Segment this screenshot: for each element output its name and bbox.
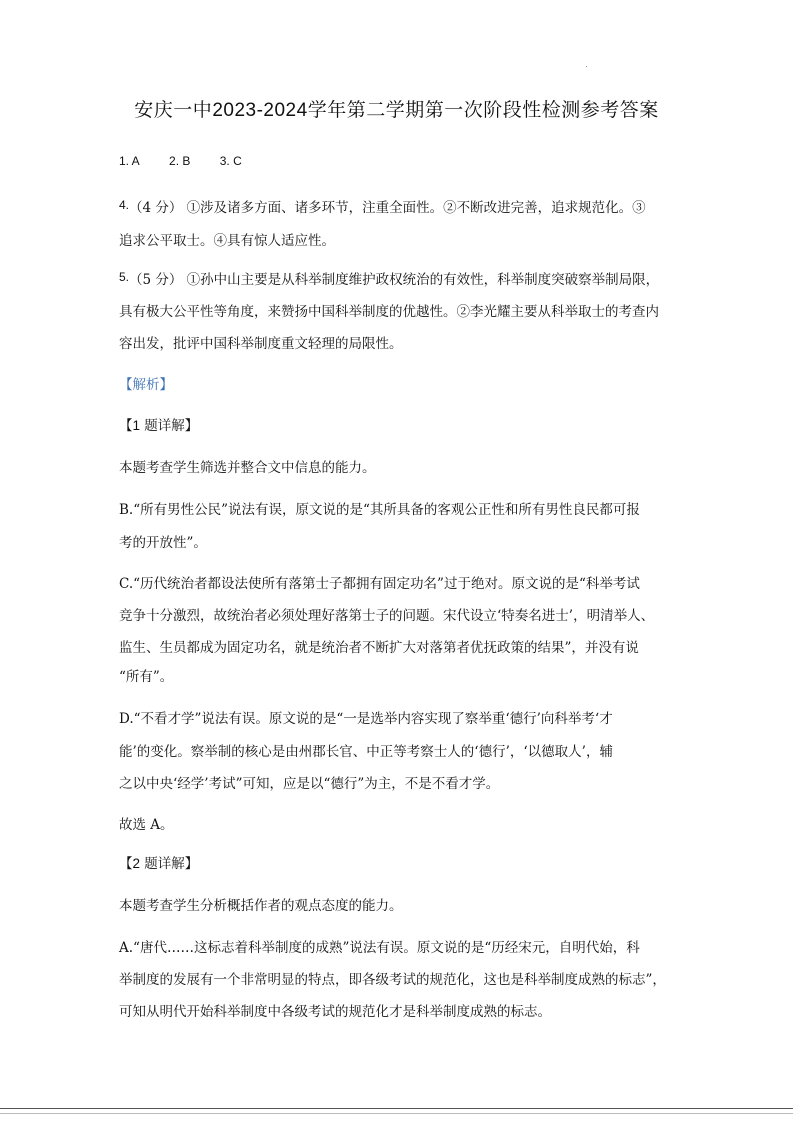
detail-1-close: 题详解】 — [140, 418, 199, 434]
detail-1-c-line-3: 监生、生员都成为固定功名，就是统治者不断扩大对落第者优抚政策的结果”，并没有说 — [119, 640, 639, 656]
detail-2-a-line-2: 举制度的发展有一个非常明显的特点，即各级考试的规范化，这也是科举制度成熟的标志”， — [119, 972, 666, 988]
detail-1-c-line-1: C.“历代统治者都设法使所有落第士子都拥有固定功名”过于绝对。原文说的是“科举考试 — [119, 576, 640, 592]
title-year: 2023-2024 — [212, 100, 308, 121]
detail-1-d-line-2: 能’的变化。察举制的核心是由州郡长官、中正等考察士人的‘德行’，‘以德取人’，辅 — [119, 744, 613, 760]
q5-number: 5. — [119, 270, 130, 284]
detail-2-close: 题详解】 — [140, 856, 199, 872]
title-suffix: 学年第二学期第一次阶段性检测参考答案 — [307, 99, 659, 121]
title-prefix: 安庆一中 — [134, 99, 213, 121]
q4-line-1 — [119, 196, 646, 216]
q5-text-1: （5 分） ①孙中山主要是从科举制度维护政权统治的有效性，科举制度突破察举制局限， — [129, 272, 660, 288]
detail-2-a-line-3: 可知从明代开始科举制度中各级考试的规范化才是科举制度成熟的标志。 — [119, 1004, 551, 1020]
detail-1-b-line-2: 考的开放性”。 — [119, 535, 207, 551]
detail-1-b-line-1: B.“所有男性公民”说法有误，原文说的是“其所具备的客观公正性和所有男性良民都可报 — [119, 502, 640, 518]
choice-answer-3: 3. C — [219, 154, 242, 168]
detail-1-intro: 本题考查学生筛选并整合文中信息的能力。 — [119, 460, 376, 476]
q4-number: 4. — [119, 198, 130, 212]
page-title — [0, 95, 793, 122]
choice-answer-2: 2. B — [169, 154, 191, 168]
detail-1-c-line-4: “所有”。 — [119, 669, 174, 685]
page-bottom-rule-secondary — [0, 1113, 793, 1114]
stray-dot — [586, 66, 587, 67]
detail-2-intro: 本题考查学生分析概括作者的观点态度的能力。 — [119, 898, 403, 914]
detail-1-d-line-3: 之以中央‘经学’考试”可知，应是以“德行”为主，不是不看才学。 — [119, 776, 500, 792]
detail-2-a-line-1: A.“唐代……这标志着科举制度的成熟”说法有误。原文说的是“历经宋元，自明代始，科 — [119, 940, 640, 956]
detail-1-open: 【 — [119, 418, 133, 434]
detail-2-heading — [119, 852, 198, 872]
choice-answers — [119, 154, 268, 168]
detail-1-number: 1 — [132, 418, 141, 433]
choice-answer-1: 1. A — [119, 154, 140, 168]
analysis-label: 【解析】 — [119, 377, 173, 393]
detail-2-number: 2 — [132, 856, 141, 871]
detail-1-d-line-1: D.“不看才学”说法有误。原文说的是“一是选举内容实现了察举重‘德行’向科举考‘才 — [119, 711, 613, 727]
detail-1-heading — [119, 414, 198, 434]
q4-text-1: （4 分） ①涉及诸多方面、诸多环节，注重全面性。②不断改进完善，追求规范化。③ — [129, 200, 646, 216]
q5-line-1 — [119, 268, 659, 288]
detail-1-c-line-2: 竞争十分激烈，故统治者必须处理好落第士子的问题。宋代设立‘特奏名进士’，明清举人、 — [119, 608, 655, 624]
q4-line-2: 追求公平取士。④具有惊人适应性。 — [119, 233, 335, 249]
detail-2-open: 【 — [119, 856, 133, 872]
q5-line-2: 具有极大公平性等角度，来赞扬中国科举制度的优越性。②李光耀主要从科举取士的考查内 — [119, 304, 659, 320]
detail-1-answer: 故选 A。 — [119, 817, 174, 833]
page-bottom-rule — [0, 1108, 793, 1109]
q5-line-3: 容出发，批评中国科举制度重文轻理的局限性。 — [119, 336, 403, 352]
